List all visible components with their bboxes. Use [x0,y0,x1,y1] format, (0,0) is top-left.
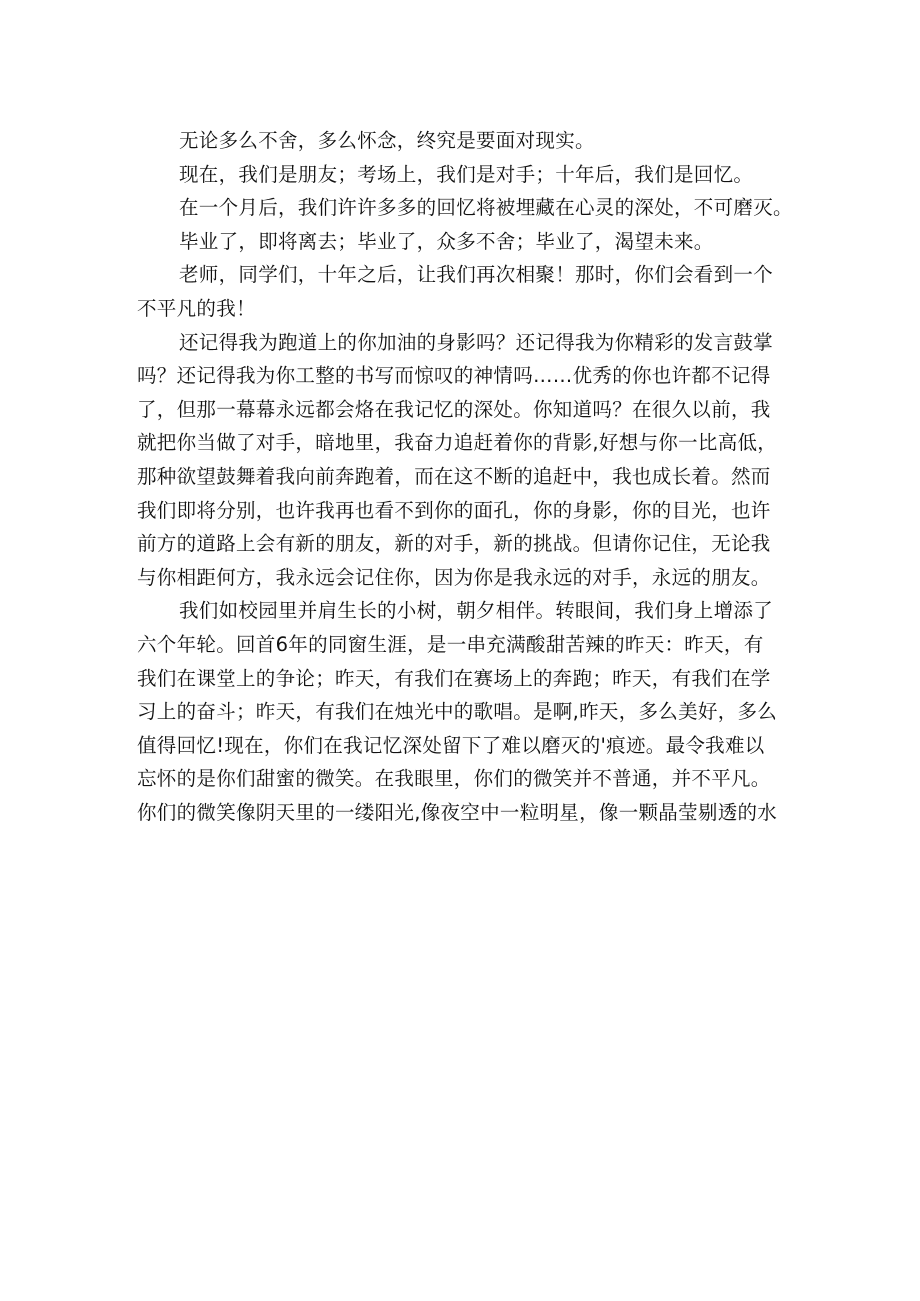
text-line: 那种欲望鼓舞着我向前奔跑着，而在这不断的追赶中，我也成长着。然而 [137,464,771,488]
text-line: 毕业了，即将离去；毕业了，众多不舍；毕业了，渴望未来。 [179,229,714,253]
text-line: 习上的奋斗；昨天，有我们在烛光中的歌唱。是啊,昨天，多么美好，多么 [137,700,778,724]
text-line: 六个年轮。回首6年的同窗生涯，是一串充满酸甜苦辣的昨天：昨天，有 [137,632,764,656]
text-line: 了，但那一幕幕永远都会烙在我记忆的深处。你知道吗？在很久以前，我 [137,397,771,421]
text-line: 现在，我们是朋友；考场上，我们是对手；十年后，我们是回忆。 [179,162,754,186]
text-line: 值得回忆!现在，你们在我记忆深处留下了难以磨灭的'痕迹。最令我难以 [137,733,765,757]
text-line: 我们如校园里并肩生长的小树，朝夕相伴。转眼间，我们身上增添了 [179,599,774,623]
text-line: 在一个月后，我们许许多多的回忆将被埋藏在心灵的深处，不可磨灭。 [179,196,793,220]
text-line: 我们在课堂上的争论；昨天，有我们在赛场上的奔跑；昨天，有我们在学 [137,666,771,690]
text-line: 前方的道路上会有新的朋友，新的对手，新的挑战。但请你记住，无论我 [137,532,771,556]
text-line: 无论多么不舍，多么怀念，终究是要面对现实。 [179,129,595,152]
text-line: 你们的微笑像阴天里的一缕阳光,像夜空中一粒明星，像一颗晶莹剔透的水 [137,800,778,824]
text-line: 忘怀的是你们甜蜜的微笑。在我眼里，你们的微笑并不普通，并不平凡。 [137,767,771,791]
text-line: 我们即将分别，也许我再也看不到你的面孔，你的身影，你的目光，也许 [137,498,771,522]
text-line: 不平凡的我！ [137,296,256,320]
text-line: 老师，同学们，十年之后，让我们再次相聚！那时，你们会看到一个 [179,263,774,287]
text-line: 还记得我为跑道上的你加油的身影吗？还记得我为你精彩的发言鼓掌 [179,330,774,354]
text-line: 与你相距何方，我永远会记住你，因为你是我永远的对手，永远的朋友。 [137,565,771,589]
document-body [137,124,797,829]
text-line: 就把你当做了对手，暗地里，我奋力追赶着你的背影,好想与你一比高低， [137,431,778,455]
text-line: 吗？还记得我为你工整的书写而惊叹的神情吗……优秀的你也许都不记得 [137,364,771,388]
